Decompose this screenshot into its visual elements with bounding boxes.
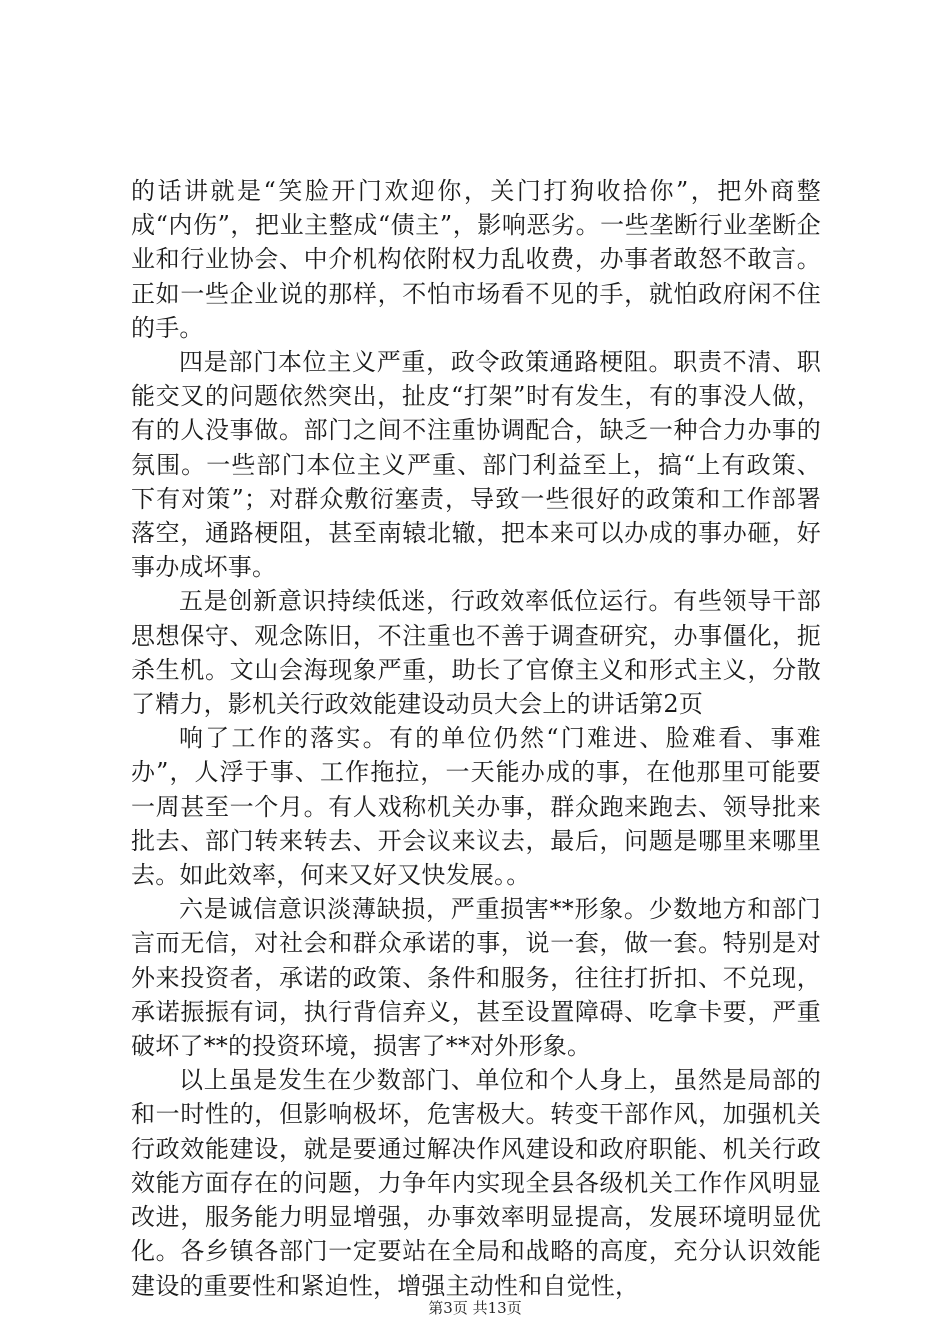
paragraph-point-five: 五是创新意识持续低迷，行政效率低位运行。有些领导干部思想保守、观念陈旧，不注重也不善于调查研究，办事僵化，扼杀生机。文山会海现象严重，助长了官僚主义和形式主义，分散了精力，影机关行政效能建设动员大会上的讲话第2页 — [131, 587, 821, 719]
paragraph-point-six: 六是诚信意识淡薄缺损，严重损害**形象。少数地方和部门言而无信，对社会和群众承诺的事，说一套，做一套。特别是对外来投资者，承诺的政策、条件和服务，往往打折扣、不兑现，承诺振振有词，执行背信弃义，甚至设置障碍、吃拿卡要，严重破坏了**的投资环境，损害了**对外形象。 — [131, 895, 821, 1061]
document-body — [131, 174, 821, 1303]
page-number-footer: 第3页 共13页 — [428, 1299, 522, 1317]
paragraph-point-four: 四是部门本位主义严重，政令政策通路梗阻。职责不清、职能交叉的问题依然突出，扯皮“打架”时有发生，有的事没人做，有的人没事做。部门之间不注重协调配合，缺乏一种合力办事的氛围。一些部门本位主义严重、部门利益至上，搞“上有政策、下有对策”；对群众敷衍塞责，导致一些很好的政策和工作部署落空，通路梗阻，甚至南辕北辙，把本来可以办成的事办砸，好事办成坏事。 — [131, 348, 821, 582]
paragraph-point-five-continued: 响了工作的落实。有的单位仍然“门难进、脸难看、事难办”，人浮于事、工作拖拉，一天能办成的事，在他那里可能要一周甚至一个月。有人戏称机关办事，群众跑来跑去、领导批来批去、部门转来转去、开会议来议去，最后，问题是哪里来哪里去。如此效率，何来又好又快发展。。 — [131, 724, 821, 890]
paragraph-continuation: 的话讲就是“笑脸开门欢迎你，关门打狗收拾你”，把外商整成“内伤”，把业主整成“债主”，影响恶劣。一些垄断行业垄断企业和行业协会、中介机构依附权力乱收费，办事者敢怒不敢言。正如一些企业说的那样，不怕市场看不见的手，就怕政府闲不住的手。 — [131, 177, 821, 342]
paragraph-summary: 以上虽是发生在少数部门、单位和个人身上，虽然是局部的和一时性的，但影响极坏，危害极大。转变干部作风，加强机关行政效能建设，就是要通过解决作风建设和政府职能、机关行政效能方面存在的问题，力争年内实现全县各级机关工作作风明显改进，服务能力明显增强，办事效率明显提高，发展环境明显优化。各乡镇各部门一定要站在全局和战略的高度，充分认识效能建设的重要性和紧迫性，增强主动性和自觉性， — [131, 1066, 821, 1300]
